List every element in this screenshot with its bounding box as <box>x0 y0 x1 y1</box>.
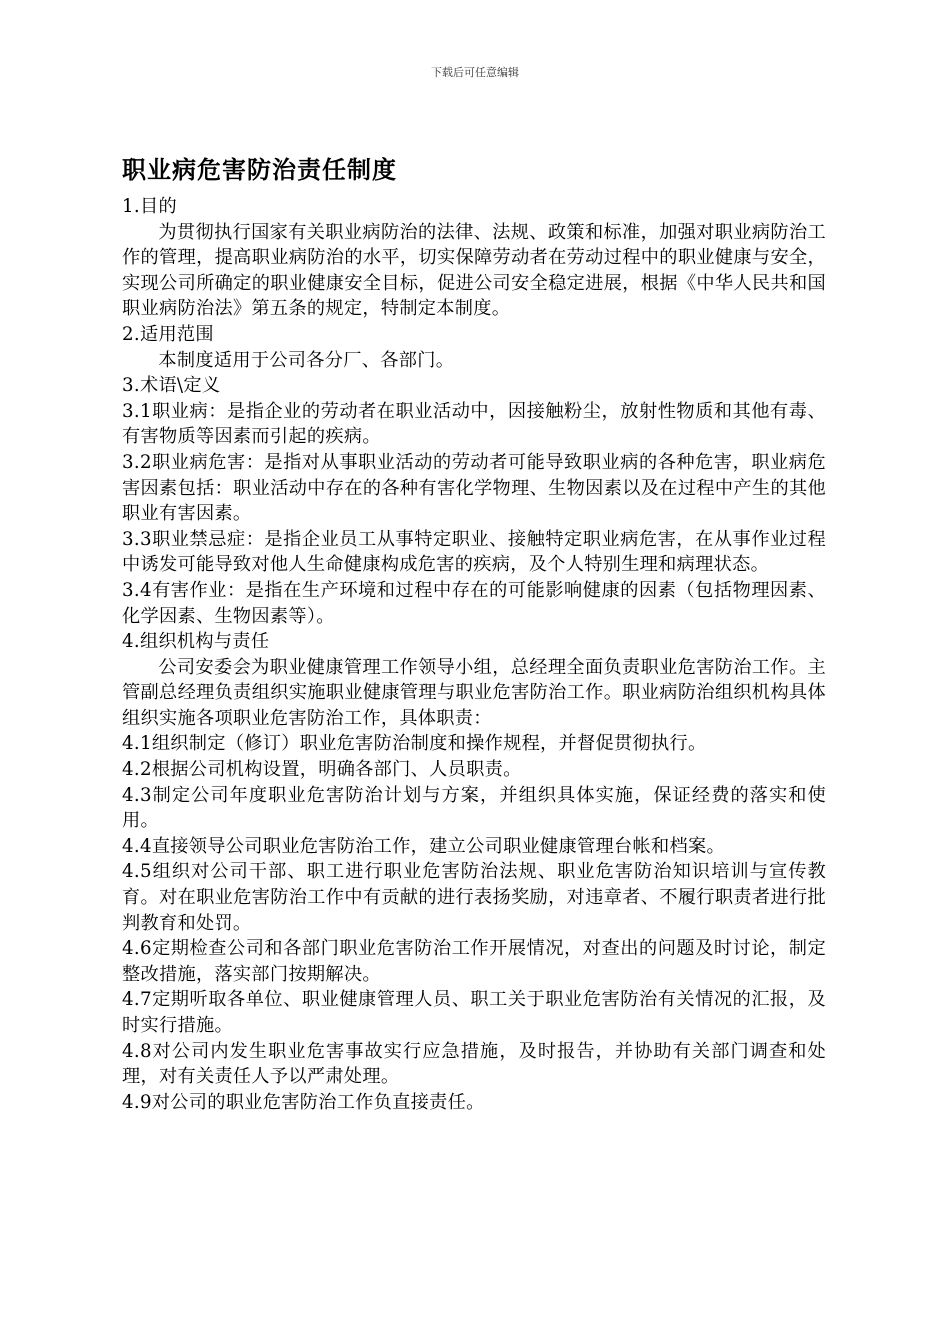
document-paragraph: 4.9对公司的职业危害防治工作负直接责任。 <box>122 1091 485 1113</box>
document-paragraph: 公司安委会为职业健康管理工作领导小组，总经理全面负责职业危害防治工作。主管副总经理负责组织实施职业健康管理与职业危害防治工作。职业病防治组织机构具体组织实施各项职业危害防治工作，具体职责： <box>122 656 826 729</box>
document-paragraph: 4.6定期检查公司和各部门职业危害防治工作开展情况，对查出的问题及时讨论，制定整改措施，落实部门按期解决。 <box>122 938 826 985</box>
document-paragraph: 4.4直接领导公司职业危害防治工作，建立公司职业健康管理台帐和档案。 <box>122 835 725 857</box>
document-paragraph: 4.组织机构与责任 <box>122 631 270 653</box>
document-paragraph: 3.术语\定义 <box>122 375 221 397</box>
document-title: 职业病危害防治责任制度 <box>122 155 397 184</box>
document-paragraph: 3.2职业病危害：是指对从事职业活动的劳动者可能导致职业病的各种危害，职业病危害因素包括：职业活动中存在的各种有害化学物理、生物因素以及在过程中产生的其他职业有害因素。 <box>122 451 826 525</box>
document-paragraph: 3.3职业禁忌症：是指企业员工从事特定职业、接触特定职业病危害，在从事作业过程中诱发可能导致对他人生命健康构成危害的疾病，及个人特别生理和病理状态。 <box>122 528 826 576</box>
document-paragraph: 2.适用范围 <box>122 323 214 345</box>
page-header-note: 下载后可任意编辑 <box>431 66 519 79</box>
document-paragraph: 4.2根据公司机构设置，明确各部门、人员职责。 <box>122 759 522 781</box>
document-paragraph: 4.1组织制定（修订）职业危害防治制度和操作规程，并督促贯彻执行。 <box>122 733 707 755</box>
document-paragraph: 4.5组织对公司干部、职工进行职业危害防治法规、职业危害防治知识培训与宣传教育。对在职业危害防治工作中有贡献的进行表扬奖励，对违章者、不履行职责者进行批判教育和处罚。 <box>122 861 826 934</box>
document-paragraph: 4.3制定公司年度职业危害防治计划与方案，并组织具体实施，保证经费的落实和使用。 <box>122 784 826 832</box>
document-paragraph: 本制度适用于公司各分厂、各部门。 <box>158 349 455 371</box>
document-paragraph: 4.7定期听取各单位、职业健康管理人员、职工关于职业危害防治有关情况的汇报，及时实行措施。 <box>122 989 826 1036</box>
document-paragraph: 为贯彻执行国家有关职业病防治的法律、法规、政策和标准，加强对职业病防治工作的管理，提高职业病防治的水平，切实保障劳动者在劳动过程中的职业健康与安全，实现公司所确定的职业健康安全目标，促进公司安全稳定进展，根据《中华人民共和国职业病防治法》第五条的规定，特制定本制度。 <box>122 221 826 320</box>
document-paragraph: 3.1职业病：是指企业的劳动者在职业活动中，因接触粉尘，放射性物质和其他有毒、有害物质等因素而引起的疾病。 <box>122 400 826 448</box>
document-paragraph: 4.8对公司内发生职业危害事故实行应急措施，及时报告，并协助有关部门调查和处理，对有关责任人予以严肃处理。 <box>122 1040 826 1088</box>
document-body <box>122 194 826 1115</box>
document-paragraph: 3.4有害作业：是指在生产环境和过程中存在的可能影响健康的因素（包括物理因素、化学因素、生物因素等）。 <box>122 579 826 627</box>
document-paragraph: 1.目的 <box>122 196 177 217</box>
